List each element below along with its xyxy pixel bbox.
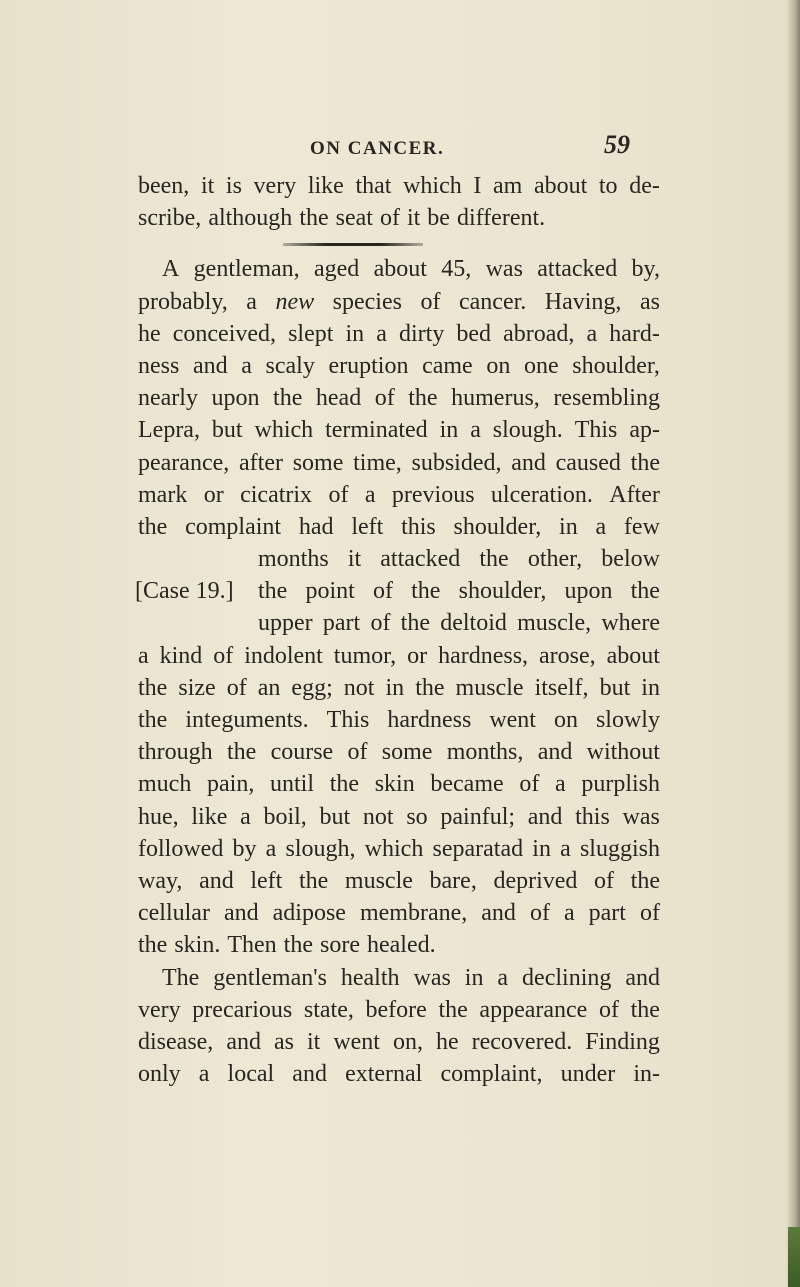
text-line: nearly upon the head of the humerus, resembling	[138, 385, 660, 412]
section-divider	[138, 234, 660, 253]
text-line: very precarious state, before the appearance of the	[138, 996, 660, 1023]
text-line: been, it is very like that which I am about to de-	[138, 173, 660, 199]
text-line: the integuments. This hardness went on slowly	[138, 707, 660, 733]
text-line: followed by a slough, which separatad in a sluggish	[138, 835, 660, 862]
text-line: a kind of indolent tumor, or hardness, arose, about	[138, 642, 660, 669]
page-number: 59	[604, 130, 630, 159]
text-line: A gentleman, aged about 45, was attacked by,	[162, 256, 660, 283]
page-edge-shadow	[786, 0, 800, 1287]
page-header	[150, 130, 630, 164]
text-line: ness and a scaly eruption came on one shoulder,	[138, 352, 660, 379]
body-text	[135, 170, 660, 1090]
text-line: way, and left the muscle bare, deprived of the	[138, 867, 660, 894]
text-line: The gentleman's health was in a declining and	[162, 964, 660, 991]
text-line: probably, a new species of cancer. Having, as	[138, 288, 660, 315]
text-line: the size of an egg; not in the muscle itself, but in	[138, 674, 660, 701]
text-line: the skin. Then the sore healed.	[138, 932, 436, 959]
divider-rule	[283, 243, 423, 246]
text-line-with-note	[135, 575, 660, 607]
text-line: mark or cicatrix of a previous ulceration. After	[138, 481, 660, 508]
running-head: ON CANCER.	[310, 138, 445, 159]
text-line: disease, and as it went on, he recovered. Finding	[138, 1028, 660, 1055]
text-line: upper part of the deltoid muscle, where	[258, 610, 660, 637]
text-line: he conceived, slept in a dirty bed abroad, a hard-	[138, 320, 660, 347]
text-line: cellular and adipose membrane, and of a part of	[138, 900, 660, 927]
text-line: pearance, after some time, subsided, and caused the	[138, 449, 660, 476]
text-line: months it attacked the other, below	[258, 546, 660, 573]
case-side-note: [Case 19.]	[135, 578, 234, 605]
text-line: only a local and external complaint, under in-	[138, 1061, 660, 1088]
corner-tab-mark	[788, 1227, 800, 1287]
text-line: Lepra, but which terminated in a slough. This ap-	[138, 417, 660, 444]
text-line: through the course of some months, and without	[138, 739, 660, 766]
text-line: much pain, until the skin became of a purplish	[138, 771, 660, 798]
text-line: hue, like a boil, but not so painful; and this was	[138, 803, 660, 830]
text-line: scribe, although the seat of it be different.	[138, 205, 546, 232]
text-line: the complaint had left this shoulder, in a few	[138, 513, 660, 540]
text-line: the point of the shoulder, upon the	[258, 578, 660, 605]
